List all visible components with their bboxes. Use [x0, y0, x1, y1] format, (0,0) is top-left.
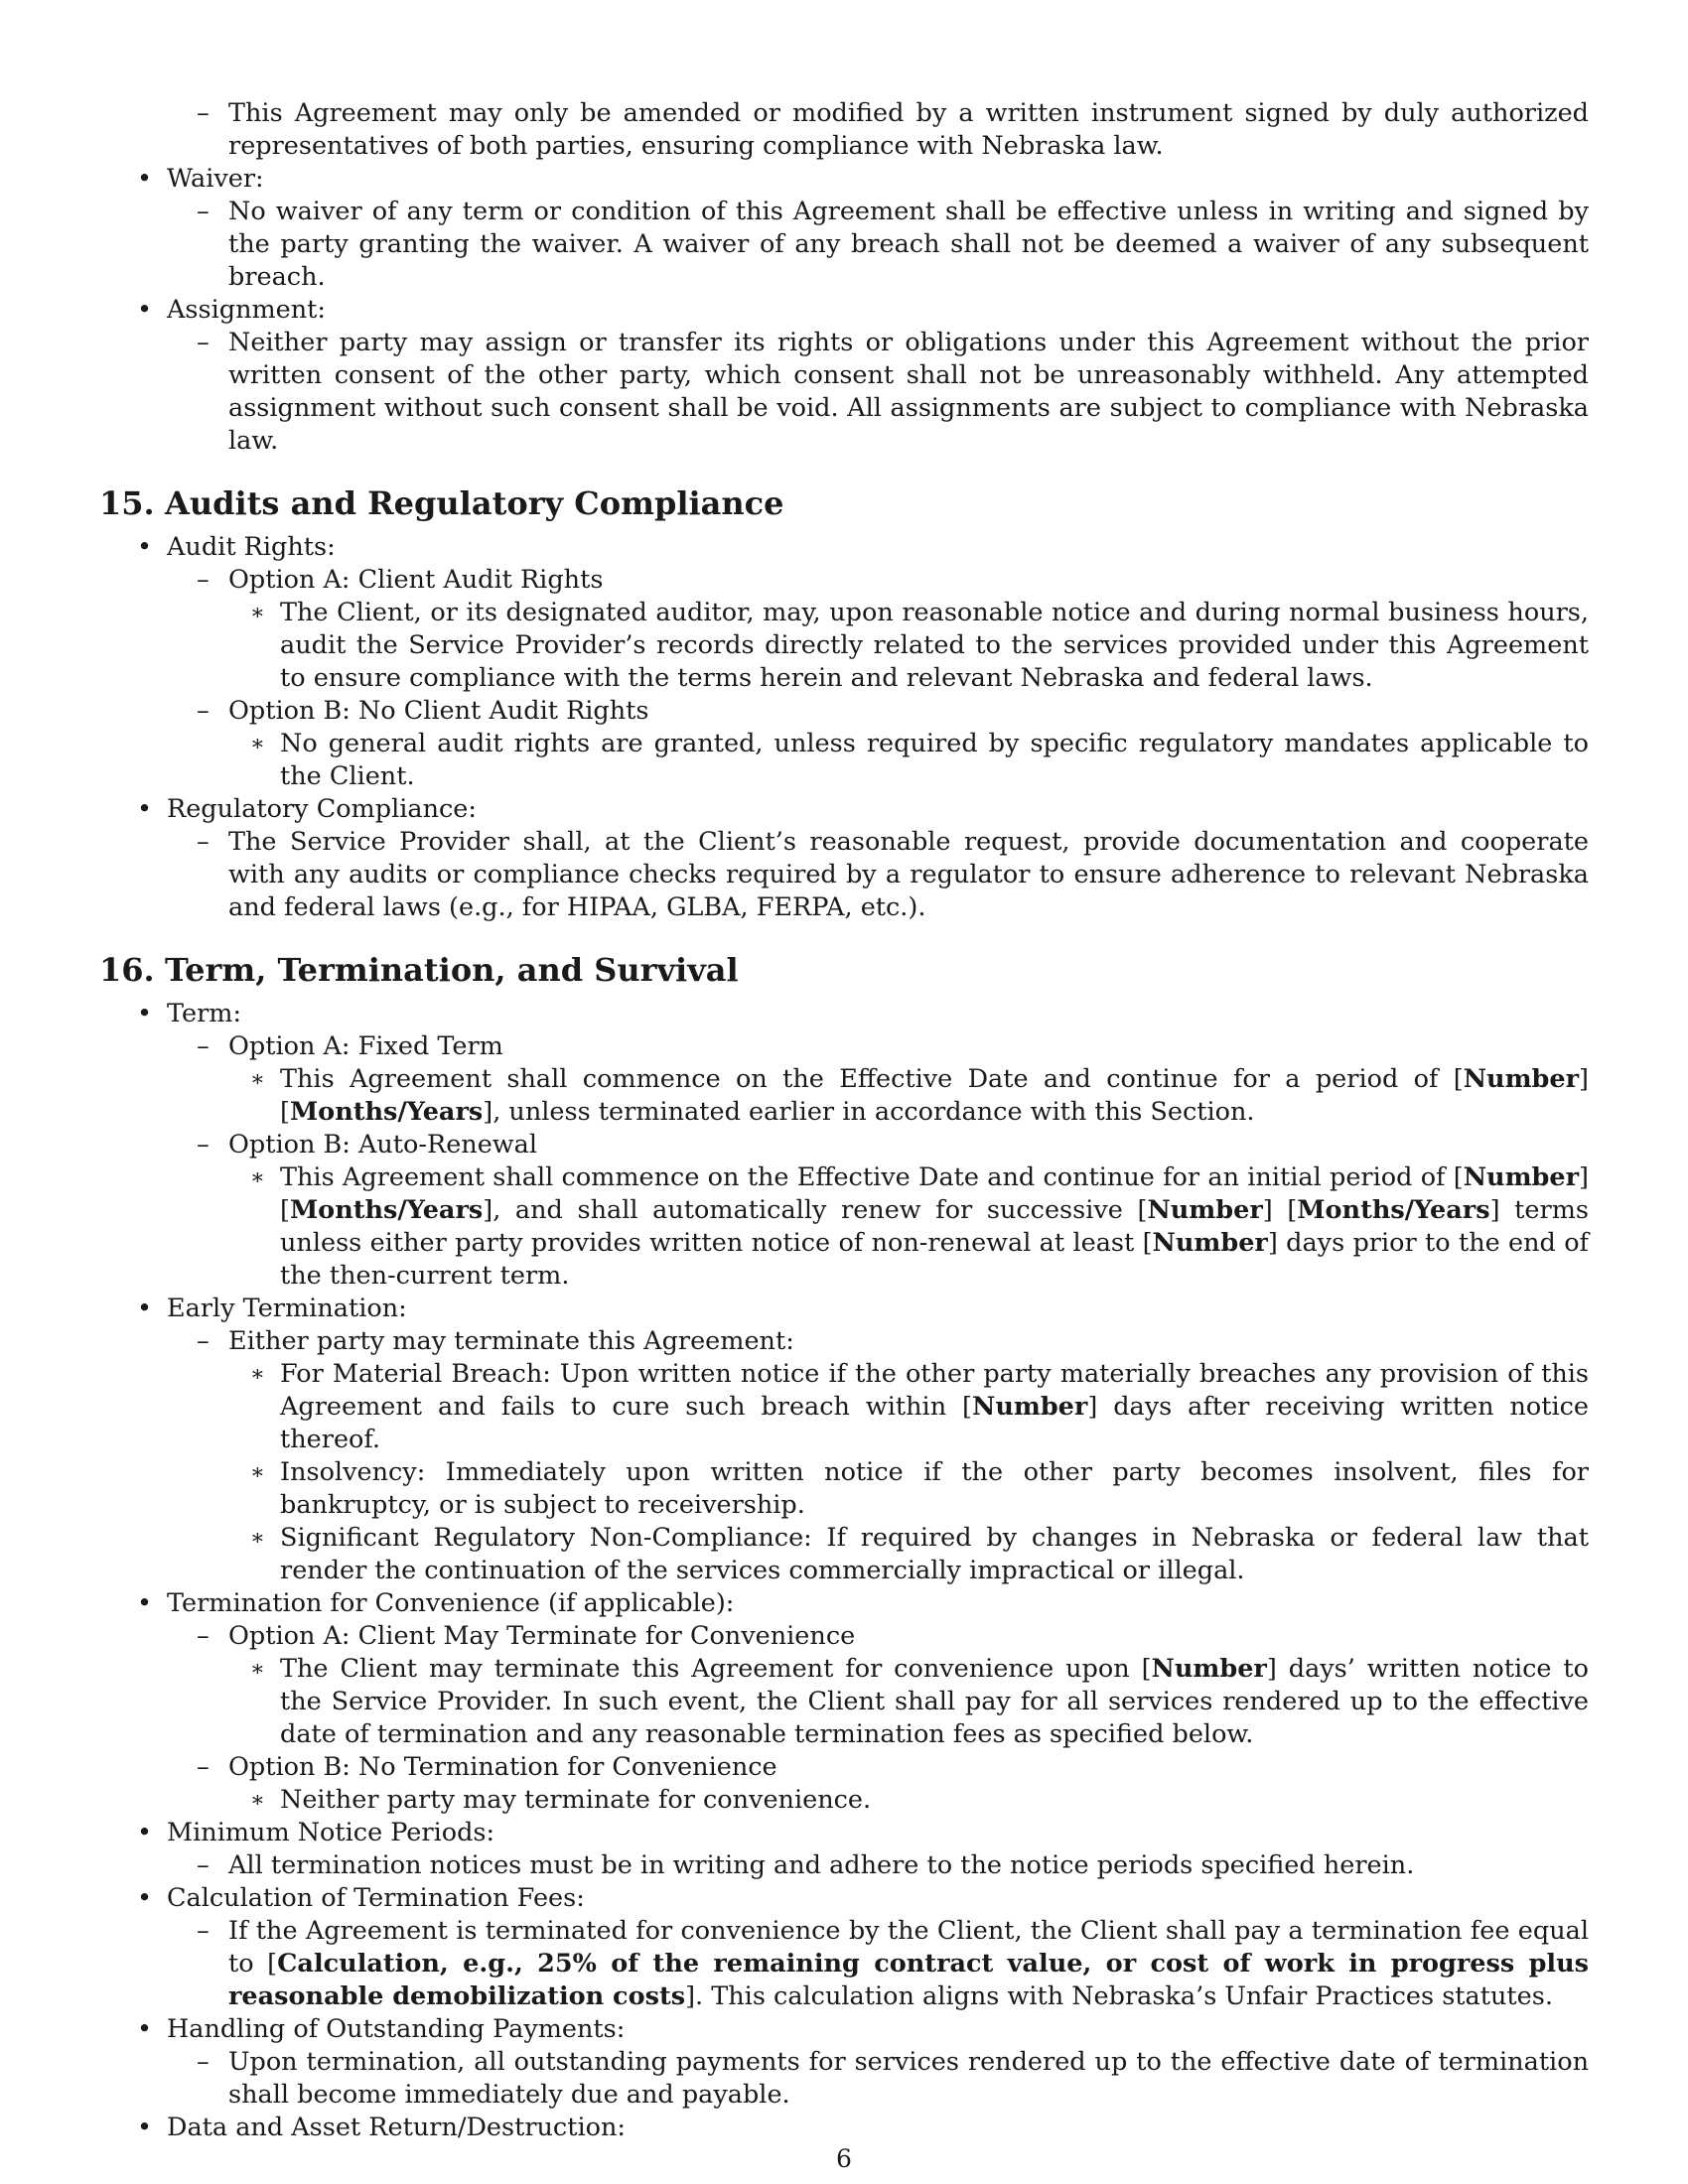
bullet-marker: • [137, 794, 153, 824]
dash-marker: – [197, 98, 210, 128]
star-marker: ∗ [250, 732, 265, 756]
list-item [99, 2046, 1589, 2112]
bullet-marker: • [137, 1294, 153, 1323]
early-termination-label: Early Termination: [167, 1294, 407, 1323]
early-termination-intro: Either party may terminate this Agreement: [228, 1326, 794, 1356]
star-marker: ∗ [250, 1526, 265, 1551]
list-item [99, 2013, 1589, 2046]
star-marker: ∗ [250, 1460, 265, 1485]
star-marker: ∗ [250, 1165, 265, 1190]
dash-marker: – [197, 1031, 210, 1061]
list-item [99, 597, 1589, 695]
dash-marker: – [197, 1130, 210, 1160]
fixed-term-label: Option A: Fixed Term [228, 1031, 503, 1061]
data-asset-return-label: Data and Asset Return/Destruction: [167, 2113, 626, 2142]
waiver-text: No waiver of any term or condition of this Agreement shall be effective unless in writing and signed by the party granting the waiver. A waiver of any breach shall not be deemed a waiver of any subsequent breach. [228, 197, 1589, 292]
outstanding-payments-label: Handling of Outstanding Payments: [167, 2014, 626, 2044]
section-number: 15. [99, 484, 155, 522]
list-item [99, 1751, 1589, 1784]
convenience-option-b-text: Neither party may terminate for convenience. [280, 1785, 872, 1815]
page-content [99, 97, 1589, 2144]
convenience-option-b-label: Option B: No Termination for Convenience [228, 1752, 777, 1782]
list-item [99, 695, 1589, 728]
option-a-label: Option A: Client Audit Rights [228, 565, 604, 595]
list-item [99, 97, 1589, 163]
list-item [99, 2112, 1589, 2144]
dash-marker: – [197, 328, 210, 357]
list-item [99, 1817, 1589, 1849]
bullet-marker: • [137, 2113, 153, 2142]
bullet-marker: • [137, 999, 153, 1028]
list-item [99, 1293, 1589, 1325]
notice-periods-label: Minimum Notice Periods: [167, 1818, 495, 1847]
section-15-list [99, 531, 1589, 924]
bullet-marker: • [137, 1588, 153, 1618]
list-item [99, 1915, 1589, 2013]
convenience-option-a-text: The Client may terminate this Agreement for convenience upon [Number] days’ written notice to the Service Provider. In such event, the Client shall pay for all services rendered up to the effective date of termination and any reasonable termination fees as specified below. [280, 1654, 1590, 1749]
list-item [99, 163, 1589, 196]
list-item [99, 1325, 1589, 1358]
number-placeholder: Number [1151, 1654, 1267, 1684]
amendment-text: This Agreement may only be amended or modified by a written instrument signed by duly authorized representatives of both parties, ensuring compliance with Nebraska law. [228, 98, 1589, 161]
auto-renewal-label: Option B: Auto-Renewal [228, 1130, 537, 1160]
bullet-marker: • [137, 295, 153, 325]
star-marker: ∗ [250, 601, 265, 625]
section-title: Audits and Regulatory Compliance [165, 484, 784, 522]
list-item [99, 564, 1589, 597]
list-item [99, 1030, 1589, 1063]
list-item [99, 1161, 1589, 1293]
list-item [99, 1456, 1589, 1522]
option-a-text: The Client, or its designated auditor, may, upon reasonable notice and during normal business hours, audit the Service Provider’s records directly related to the services provided under this Agreement to ensure compliance with the terms herein and relevant Nebraska and federal laws. [280, 598, 1589, 693]
dash-marker: – [197, 696, 210, 726]
option-b-label: Option B: No Client Audit Rights [228, 696, 649, 726]
list-item [99, 728, 1589, 793]
section-16-heading [99, 950, 1589, 990]
bullet-marker: • [137, 1883, 153, 1913]
months-years-placeholder: Months/Years [289, 1097, 484, 1127]
list-item [99, 327, 1589, 458]
dash-marker: – [197, 1916, 210, 1946]
insolvency-text: Insolvency: Immediately upon written notice if the other party becomes insolvent, files for bankruptcy, or is subject to receivership. [280, 1457, 1589, 1520]
material-breach-text: For Material Breach: Upon written notice if the other party materially breaches any provision of this Agreement and fails to cure such breach within [Number] days after receiving written notice thereof. [280, 1359, 1590, 1454]
star-marker: ∗ [250, 1788, 265, 1813]
dash-marker: – [197, 1326, 210, 1356]
number-placeholder: Number [1463, 1162, 1580, 1192]
months-years-placeholder: Months/Years [1297, 1195, 1490, 1225]
list-item [99, 1358, 1589, 1456]
list-item [99, 998, 1589, 1030]
convenience-label: Termination for Convenience (if applicable): [167, 1588, 735, 1618]
dash-marker: – [197, 1752, 210, 1782]
list-item [99, 196, 1589, 294]
termination-fees-text: If the Agreement is terminated for convenience by the Client, the Client shall pay a termination fee equal to [Calculation, e.g., 25% of the remaining contract value, or cost of work in progress plus reasonable demobilization costs]. This calculation aligns with Nebraska’s Unfair Practices statutes. [228, 1916, 1589, 2011]
list-item [99, 1653, 1589, 1751]
section-14-continued [99, 97, 1589, 458]
list-item [99, 294, 1589, 327]
section-number: 16. [99, 951, 155, 989]
dash-marker: – [197, 1850, 210, 1880]
list-item [99, 1849, 1589, 1882]
bullet-marker: • [137, 2014, 153, 2044]
audit-rights-label: Audit Rights: [167, 532, 336, 562]
regulatory-compliance-label: Regulatory Compliance: [167, 794, 477, 824]
section-title: Term, Termination, and Survival [165, 951, 739, 989]
bullet-marker: • [137, 532, 153, 562]
list-item [99, 1620, 1589, 1653]
waiver-label: Waiver: [167, 164, 264, 194]
auto-renewal-text: This Agreement shall commence on the Effective Date and continue for an initial period of [Number] [Months/Years], and shall automatically renew for successive [Number] [Months/Years] terms unless either party provides written notice of non-renewal at least [Number] days prior to the end of the then-current term. [280, 1162, 1589, 1291]
list-item [99, 1882, 1589, 1915]
dash-marker: – [197, 565, 210, 595]
number-placeholder: Number [1463, 1064, 1580, 1094]
regulatory-noncompliance-text: Significant Regulatory Non-Compliance: If required by changes in Nebraska or federal law that render the continuation of the services commercially impractical or illegal. [280, 1523, 1589, 1585]
star-marker: ∗ [250, 1657, 265, 1682]
bullet-marker: • [137, 1818, 153, 1847]
dash-marker: – [197, 827, 210, 857]
termination-fees-label: Calculation of Termination Fees: [167, 1883, 585, 1913]
number-placeholder: Number [1147, 1195, 1263, 1225]
list-item [99, 1522, 1589, 1587]
star-marker: ∗ [250, 1362, 265, 1387]
term-label: Term: [167, 999, 242, 1028]
convenience-option-a-label: Option A: Client May Terminate for Convenience [228, 1621, 856, 1651]
section-15-heading [99, 483, 1589, 523]
option-b-text: No general audit rights are granted, unless required by specific regulatory mandates applicable to the Client. [280, 729, 1589, 791]
fixed-term-text: This Agreement shall commence on the Effective Date and continue for a period of [Number] [Months/Years], unless terminated earlier in accordance with this Section. [280, 1064, 1589, 1127]
list-item [99, 1129, 1589, 1161]
list-item [99, 1784, 1589, 1817]
dash-marker: – [197, 2047, 210, 2077]
outstanding-payments-text: Upon termination, all outstanding payments for services rendered up to the effective date of termination shall become immediately due and payable. [228, 2047, 1589, 2110]
assignment-text: Neither party may assign or transfer its rights or obligations under this Agreement without the prior written consent of the other party, which consent shall not be unreasonably withheld. Any attempted assignment without such consent shall be void. All assignments are subject to compliance with Nebraska law. [228, 328, 1589, 456]
fee-calculation-placeholder: Calculation, e.g., 25% of the remaining contract value, or cost of work in progress plus reasonable demobilization costs [228, 1949, 1589, 2011]
dash-marker: – [197, 197, 210, 226]
page-number: 6 [836, 2144, 852, 2173]
list-item [99, 1587, 1589, 1620]
star-marker: ∗ [250, 1067, 265, 1092]
number-placeholder: Number [972, 1392, 1088, 1422]
list-item [99, 1063, 1589, 1129]
bullet-marker: • [137, 164, 153, 194]
list-item [99, 826, 1589, 924]
assignment-label: Assignment: [167, 295, 327, 325]
section-16-list [99, 998, 1589, 2144]
notice-periods-text: All termination notices must be in writing and adhere to the notice periods specified herein. [228, 1850, 1415, 1880]
dash-marker: – [197, 1621, 210, 1651]
list-item [99, 793, 1589, 826]
list-item [99, 531, 1589, 564]
regulatory-compliance-text: The Service Provider shall, at the Client’s reasonable request, provide documentation and cooperate with any audits or compliance checks required by a regulator to ensure adherence to relevant Nebraska and federal laws (e.g., for HIPAA, GLBA, FERPA, etc.). [228, 827, 1589, 922]
months-years-placeholder: Months/Years [289, 1195, 484, 1225]
number-placeholder: Number [1152, 1228, 1268, 1258]
